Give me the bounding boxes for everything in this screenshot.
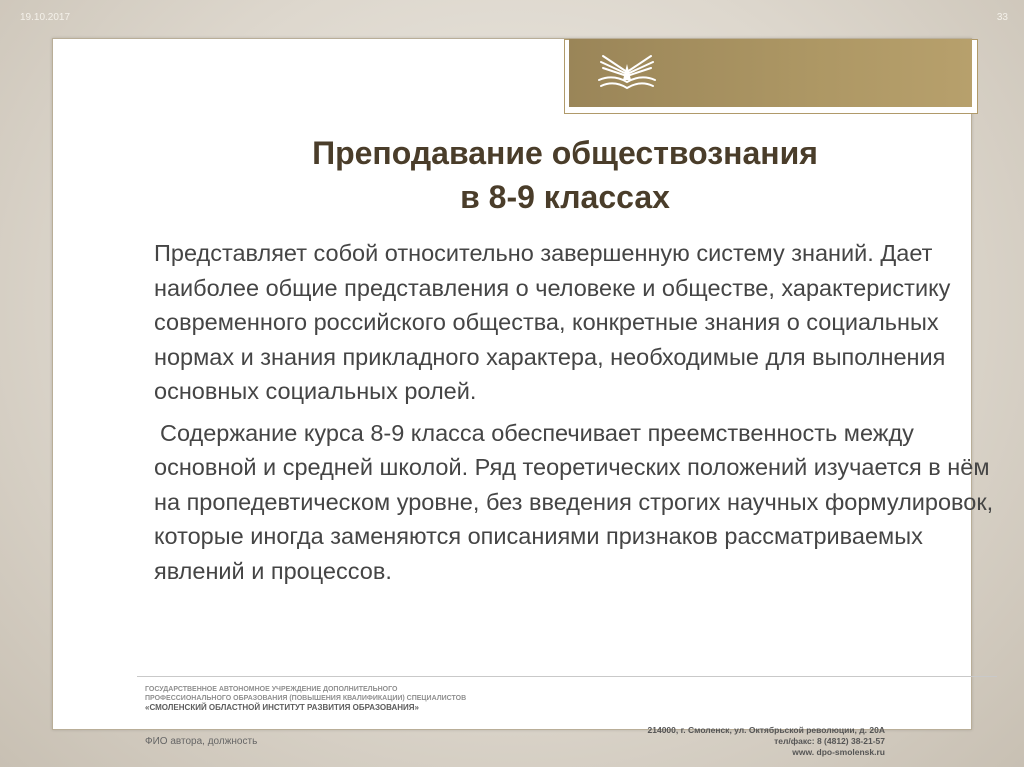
slide-card xyxy=(52,38,994,757)
paragraph-2: Содержание курса 8-9 класса обеспечивает преемственность между основной и средней школой. Ряд теоретических положений изучается в нём на пропедевтическом уровне, без введения строгих научных формулировок, которые иногда заменяются описаниями признаков рассматриваемых явлений и процессов. xyxy=(154,419,994,584)
slide-date: 19.10.2017 xyxy=(20,12,71,23)
footer-divider xyxy=(137,676,997,677)
org-name: «СМОЛЕНСКИЙ ОБЛАСТНОЙ ИНСТИТУТ РАЗВИТИЯ ОБРАЗОВАНИЯ» xyxy=(145,703,419,712)
title-line-2: в 8-9 классах xyxy=(460,179,670,215)
slide-title xyxy=(203,131,927,219)
phone-line: тел/факс: 8 (4812) 38-21-57 xyxy=(774,736,885,746)
address-line: 214000, г. Смоленск, ул. Октябрьской революции, д. 20А xyxy=(647,725,885,735)
slide-number: 33 xyxy=(996,12,1008,23)
website-line: www. dpo-smolensk.ru xyxy=(792,747,885,757)
organization-block xyxy=(145,685,565,712)
open-book-wings-logo-icon xyxy=(593,50,661,95)
paragraph-1: Представляет собой относительно завершенную систему знаний. Дает наиболее общие представления о человеке и обществе, характеристику современного российского общества, конкретные знания о социальных нормах и знания прикладного характера, необходимые для выполнения основных социальных ролей. xyxy=(154,240,951,404)
slide-body xyxy=(154,236,1004,588)
author-placeholder: ФИО автора, должность xyxy=(145,736,258,747)
org-line-1: ГОСУДАРСТВЕННОЕ АВТОНОМНОЕ УЧРЕЖДЕНИЕ ДОПОЛНИТЕЛЬНОГО xyxy=(145,686,398,693)
title-line-1: Преподавание обществознания xyxy=(312,135,818,171)
contact-block xyxy=(648,725,885,758)
org-line-2: ПРОФЕССИОНАЛЬНОГО ОБРАЗОВАНИЯ (ПОВЫШЕНИЯ КВАЛИФИКАЦИИ) СПЕЦИАЛИСТОВ xyxy=(145,695,467,702)
